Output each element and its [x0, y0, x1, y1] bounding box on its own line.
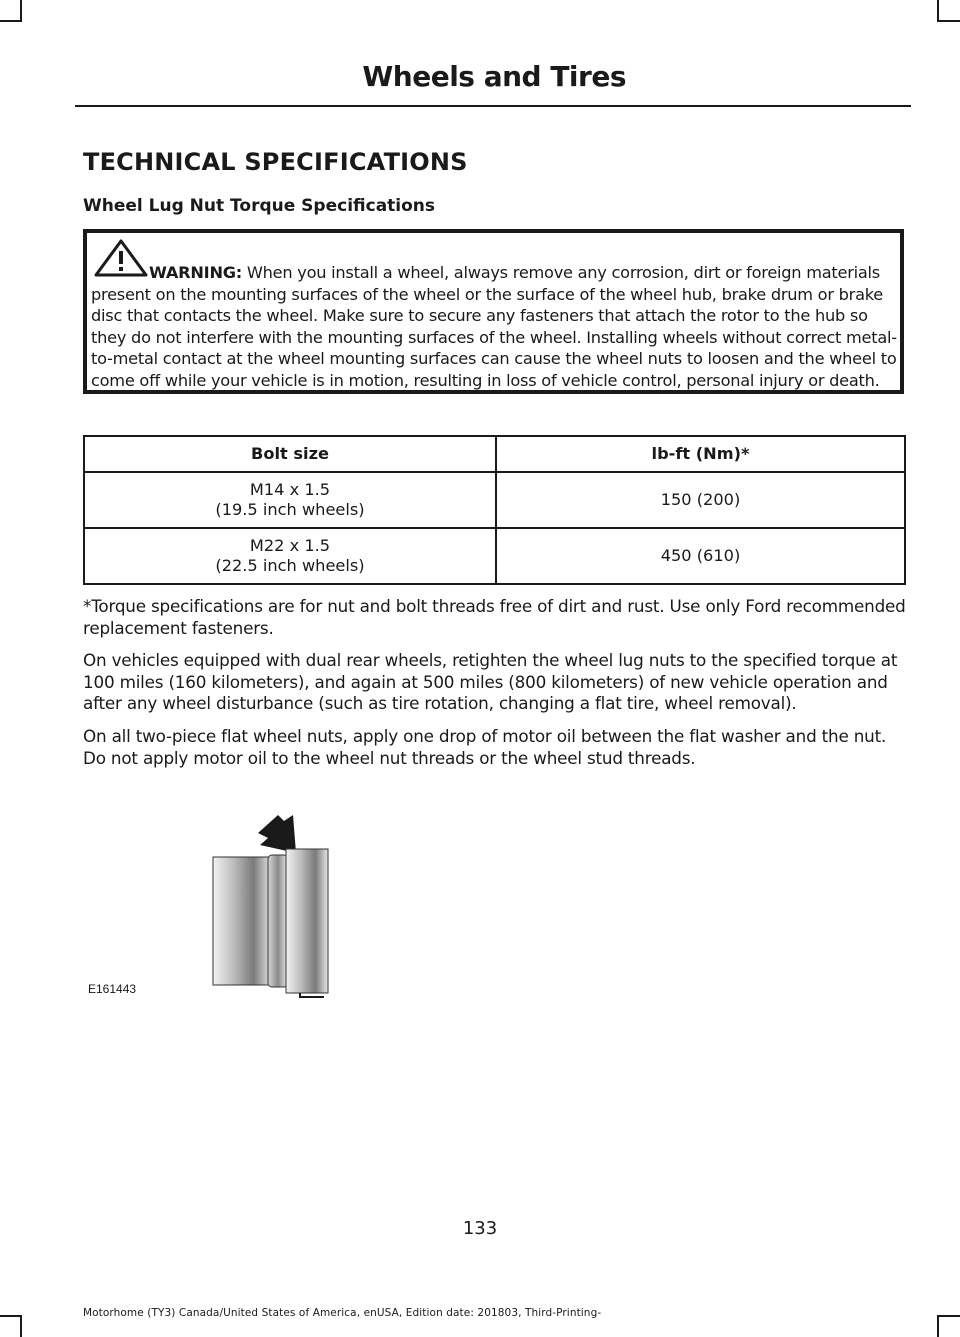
footnote-paragraph: *Torque specifications are for nut and bolt threads free of dirt and rust. Use only Ford recommended replacement fasteners. [83, 596, 906, 638]
wheel-size: (22.5 inch wheels) [215, 556, 365, 575]
column-header-torque: lb-ft (Nm)* [496, 436, 905, 472]
footer-edition-text: Motorhome (TY3) Canada/United States of America, enUSA, Edition date: 201803, Third-Printing- [83, 1307, 602, 1319]
wheel-size: (19.5 inch wheels) [215, 500, 365, 519]
crop-mark [937, 20, 960, 22]
crop-mark [937, 1315, 960, 1317]
torque-cell: 150 (200) [496, 472, 905, 528]
table-row [84, 528, 905, 584]
warning-body: When you install a wheel, always remove any corrosion, dirt or foreign materials present on the mounting surfaces of the wheel or the surface of the wheel hub, brake drum or brake disc that contacts the wheel. Make sure to secure any fasteners that attach the rotor to the hub so they do not interfere with the mounting surfaces of the wheel. Installing wheels without correct metal-to-metal contact at the wheel mounting surfaces can cause the wheel nuts to loosen and the wheel to come off while your vehicle is in motion, resulting in loss of vehicle control, personal injury or death. [91, 263, 897, 390]
crop-mark [937, 0, 939, 22]
page-header-title: Wheels and Tires [362, 60, 626, 93]
crop-mark [0, 1315, 22, 1317]
oil-paragraph: On all two-piece flat wheel nuts, apply one drop of motor oil between the flat washer and the nut. Do not apply motor oil to the wheel nut threads or the wheel stud threads. [83, 726, 887, 768]
warning-label: WARNING: [149, 263, 242, 282]
bolt-size: M22 x 1.5 [249, 536, 331, 555]
crop-mark [20, 0, 22, 22]
torque-cell: 450 (610) [496, 528, 905, 584]
warning-box [83, 229, 904, 394]
retighten-paragraph: On vehicles equipped with dual rear wheels, retighten the wheel lug nuts to the specified torque at 100 miles (160 kilometers), and again at 500 miles (800 kilometers) of new vehicle operation and after any wheel disturbance (such as tire rotation, changing a flat tire, wheel removal). [83, 650, 898, 714]
table-row [84, 472, 905, 528]
bolt-size-cell [84, 528, 496, 584]
warning-text [91, 262, 897, 392]
wheel-nut-illustration [200, 815, 340, 1000]
bolt-size: M14 x 1.5 [249, 480, 331, 499]
section-title: TECHNICAL SPECIFICATIONS [83, 148, 468, 176]
header-divider [75, 105, 911, 107]
crop-mark [0, 20, 22, 22]
page-number: 133 [462, 1218, 498, 1239]
figure-code: E161443 [88, 982, 137, 996]
table-header-row [84, 436, 905, 472]
crop-mark [20, 1315, 22, 1337]
section-subtitle: Wheel Lug Nut Torque Specifications [83, 196, 436, 216]
column-header-bolt-size: Bolt size [84, 436, 496, 472]
bolt-size-cell [84, 472, 496, 528]
crop-mark [937, 1315, 939, 1337]
torque-spec-table [83, 435, 906, 585]
